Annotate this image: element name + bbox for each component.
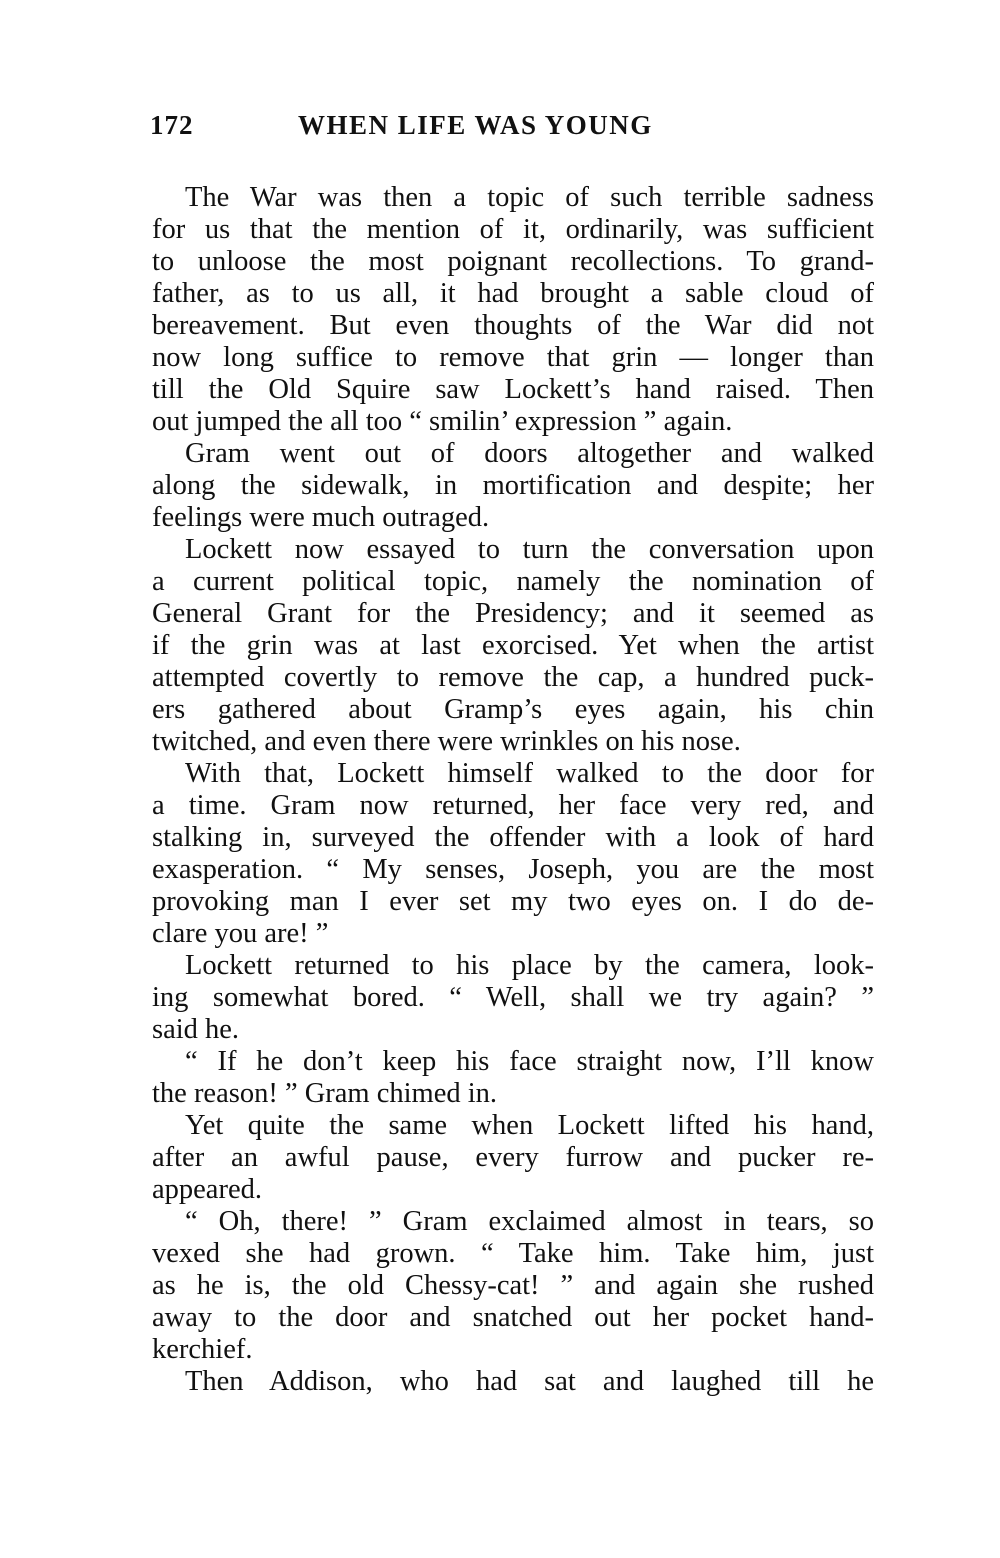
text-line: vexed she had grown. “ Take him. Take him, just (152, 1238, 874, 1269)
text-line: General Grant for the Presidency; and it seemed as (152, 598, 874, 629)
text-line: Lockett now essayed to turn the conversation upon (185, 534, 874, 565)
text-line: attempted covertly to remove the cap, a hundred puck- (152, 662, 874, 693)
text-line: Yet quite the same when Lockett lifted his hand, (185, 1110, 874, 1141)
text-line: kerchief. (152, 1334, 253, 1365)
text-line: The War was then a topic of such terrible sadness (185, 182, 874, 213)
text-line: after an awful pause, every furrow and pucker re- (152, 1142, 874, 1173)
text-line: ers gathered about Gramp’s eyes again, his chin (152, 694, 874, 725)
text-line: twitched, and even there were wrinkles on his nose. (152, 726, 741, 757)
text-line: feelings were much outraged. (152, 502, 490, 533)
page-number: 172 (150, 110, 194, 140)
body-text (152, 182, 874, 1398)
text-line: as he is, the old Chessy-cat! ” and again she rushed (152, 1270, 874, 1301)
text-line: Lockett returned to his place by the camera, look- (185, 950, 874, 981)
text-line: appeared. (152, 1174, 262, 1205)
text-line: provoking man I ever set my two eyes on. I do de- (152, 886, 874, 917)
text-line: clare you are! ” (152, 918, 329, 949)
text-line: for us that the mention of it, ordinarily, was sufficient (152, 214, 874, 245)
text-line: a current political topic, namely the nomination of (152, 566, 874, 597)
running-head (150, 110, 870, 150)
text-line: bereavement. But even thoughts of the War did not (152, 310, 874, 341)
text-line: a time. Gram now returned, her face very red, and (152, 790, 874, 821)
text-line: out jumped the all too “ smilin’ expression ” again. (152, 406, 733, 437)
text-line: father, as to us all, it had brought a sable cloud of (152, 278, 874, 309)
text-line: now long suffice to remove that grin — longer than (152, 342, 874, 373)
text-line: said he. (152, 1014, 240, 1045)
text-line: the reason! ” Gram chimed in. (152, 1078, 498, 1109)
book-title: WHEN LIFE WAS YOUNG (298, 110, 653, 140)
text-line: “ Oh, there! ” Gram exclaimed almost in tears, so (185, 1206, 874, 1237)
text-line: Gram went out of doors altogether and walked (185, 438, 874, 469)
text-line: stalking in, surveyed the offender with a look of hard (152, 822, 874, 853)
text-line: along the sidewalk, in mortification and despite; her (152, 470, 874, 501)
text-line: to unloose the most poignant recollections. To grand- (152, 246, 874, 277)
text-line: ing somewhat bored. “ Well, shall we try again? ” (152, 982, 874, 1013)
text-line: With that, Lockett himself walked to the door for (185, 758, 874, 789)
text-line: if the grin was at last exorcised. Yet when the artist (152, 630, 874, 661)
text-line: till the Old Squire saw Lockett’s hand raised. Then (152, 374, 874, 405)
text-line: Then Addison, who had sat and laughed till he (185, 1366, 874, 1397)
text-line: away to the door and snatched out her pocket hand- (152, 1302, 874, 1333)
text-line: exasperation. “ My senses, Joseph, you are the most (152, 854, 874, 885)
text-line: “ If he don’t keep his face straight now, I’ll know (185, 1046, 874, 1077)
